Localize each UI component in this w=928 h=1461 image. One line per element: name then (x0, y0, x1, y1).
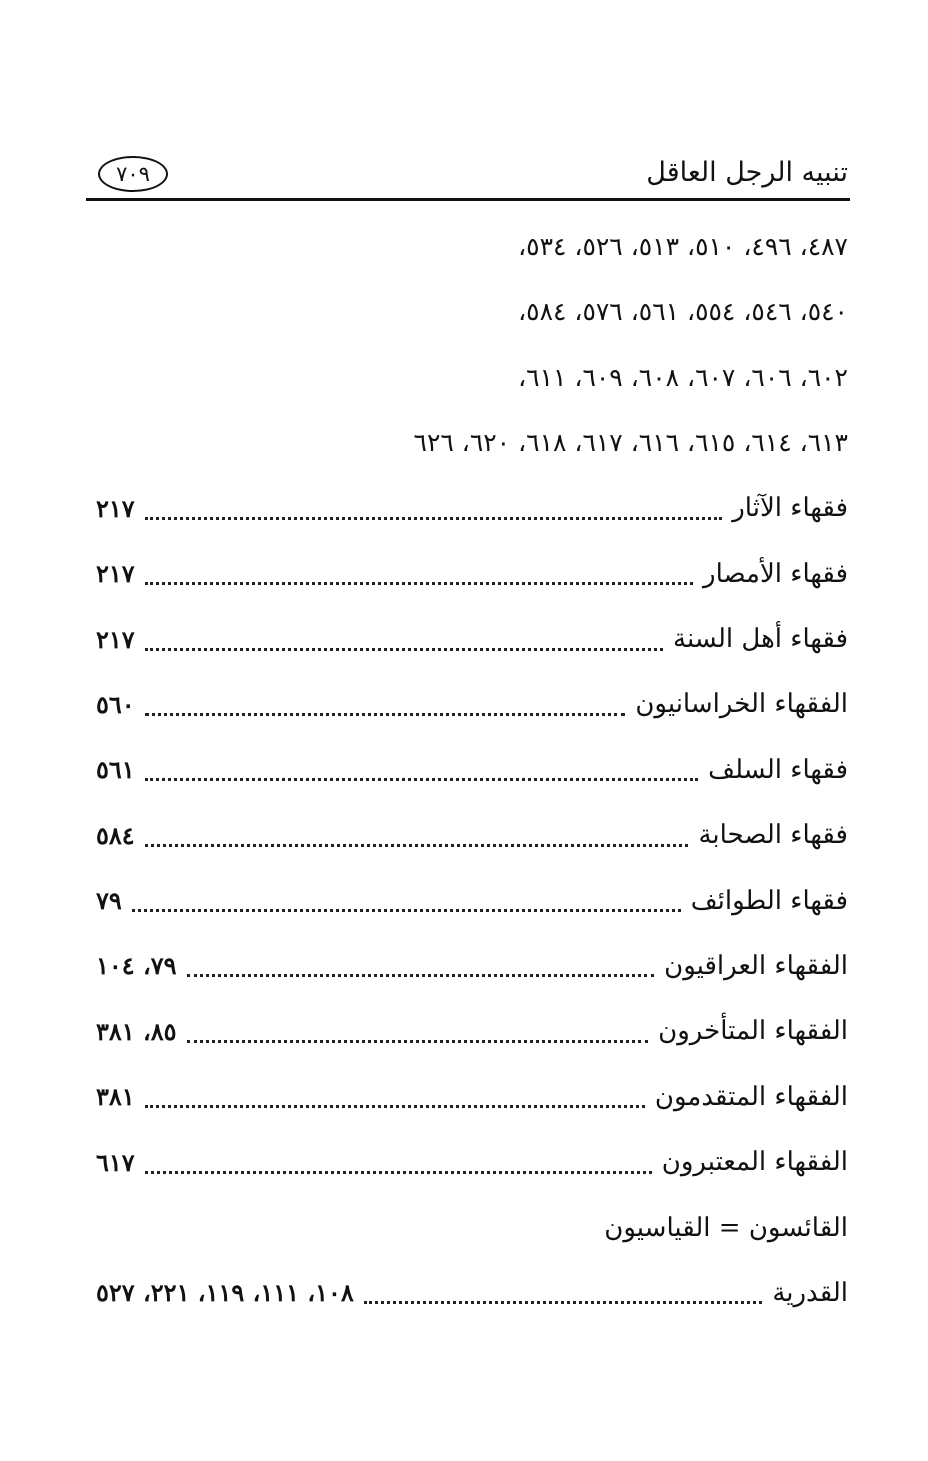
entry-term: فقهاء أهل السنة (673, 624, 848, 655)
entry-term: فقهاء الصحابة (698, 820, 848, 851)
entry-term: الفقهاء المتقدمون (654, 1081, 848, 1112)
dot-leader (145, 582, 693, 585)
index-entry (96, 476, 848, 541)
index-entry (96, 1064, 848, 1129)
dot-leader (145, 1171, 652, 1174)
index-entry (96, 803, 848, 868)
entry-pages: ٥٦٠ (96, 689, 135, 719)
index-entry (96, 541, 848, 606)
entry-pages: ٧٩ (96, 886, 122, 916)
continuation-line: ٤٨٧، ٤٩٦، ٥١٠، ٥١٣، ٥٢٦، ٥٣٤، (518, 232, 848, 261)
dot-leader (132, 909, 681, 912)
entry-term: القائسون = القياسيون (604, 1212, 848, 1243)
entry-pages: ٥٨٤ (96, 820, 135, 850)
entry-term: القدرية (772, 1277, 848, 1308)
dot-leader (145, 713, 626, 716)
entry-pages: ٢١٧ (96, 493, 135, 523)
continuation-line: ٦٠٢، ٦٠٦، ٦٠٧، ٦٠٨، ٦٠٩، ٦١١، (518, 362, 848, 392)
index-entry (96, 868, 848, 933)
entry-pages: ٧٩، ١٠٤ (96, 951, 177, 981)
dot-leader (364, 1301, 763, 1304)
index-entry (96, 1260, 848, 1325)
entry-pages: ٢١٧ (96, 559, 135, 589)
entry-term: فقهاء السلف (708, 754, 848, 785)
book-title: تنبيه الرجل العاقل (646, 157, 848, 188)
entry-term: فقهاء الآثار (732, 493, 848, 524)
index-entry (96, 672, 848, 737)
index-entries (96, 214, 848, 1326)
index-entry (96, 1129, 848, 1194)
dot-leader (187, 1040, 649, 1043)
entry-term: فقهاء الطوائف (690, 885, 848, 916)
index-entry (96, 737, 848, 802)
entry-term: الفقهاء المعتبرون (661, 1147, 848, 1178)
entry-pages: ٣٨١ (96, 1082, 135, 1112)
entry-term: الفقهاء الخراسانيون (635, 689, 848, 720)
continuation-line: ٦١٣، ٦١٤، ٦١٥، ٦١٦، ٦١٧، ٦١٨، ٦٢٠، ٦٢٦ (413, 428, 848, 458)
continuation-line: ٥٤٠، ٥٤٦، ٥٥٤، ٥٦١، ٥٧٦، ٥٨٤، (518, 297, 848, 327)
dot-leader (145, 517, 723, 520)
index-entry-cross-reference (96, 1195, 848, 1260)
entry-term: فقهاء الأمصار (703, 558, 848, 589)
entry-pages: ٨٥، ٣٨١ (96, 1016, 177, 1046)
entry-pages: ٦١٧ (96, 1147, 135, 1177)
index-entry (96, 606, 848, 671)
entry-pages: ٥٦١ (96, 755, 135, 785)
index-entry (96, 933, 848, 998)
running-header (86, 150, 848, 196)
dot-leader (145, 1105, 645, 1108)
dot-leader (145, 778, 698, 781)
index-entry (96, 999, 848, 1064)
entry-term: الفقهاء العراقيون (664, 950, 848, 981)
dot-leader (145, 648, 663, 651)
dot-leader (145, 844, 689, 847)
entry-pages: ١٠٨، ١١١، ١١٩، ٢٢١، ٥٢٧ (96, 1278, 354, 1308)
entry-pages: ٢١٧ (96, 624, 135, 654)
dot-leader (187, 974, 655, 977)
page-number: ٧٠٩ (98, 156, 168, 192)
header-rule (86, 198, 850, 201)
entry-term: الفقهاء المتأخرون (658, 1016, 848, 1047)
